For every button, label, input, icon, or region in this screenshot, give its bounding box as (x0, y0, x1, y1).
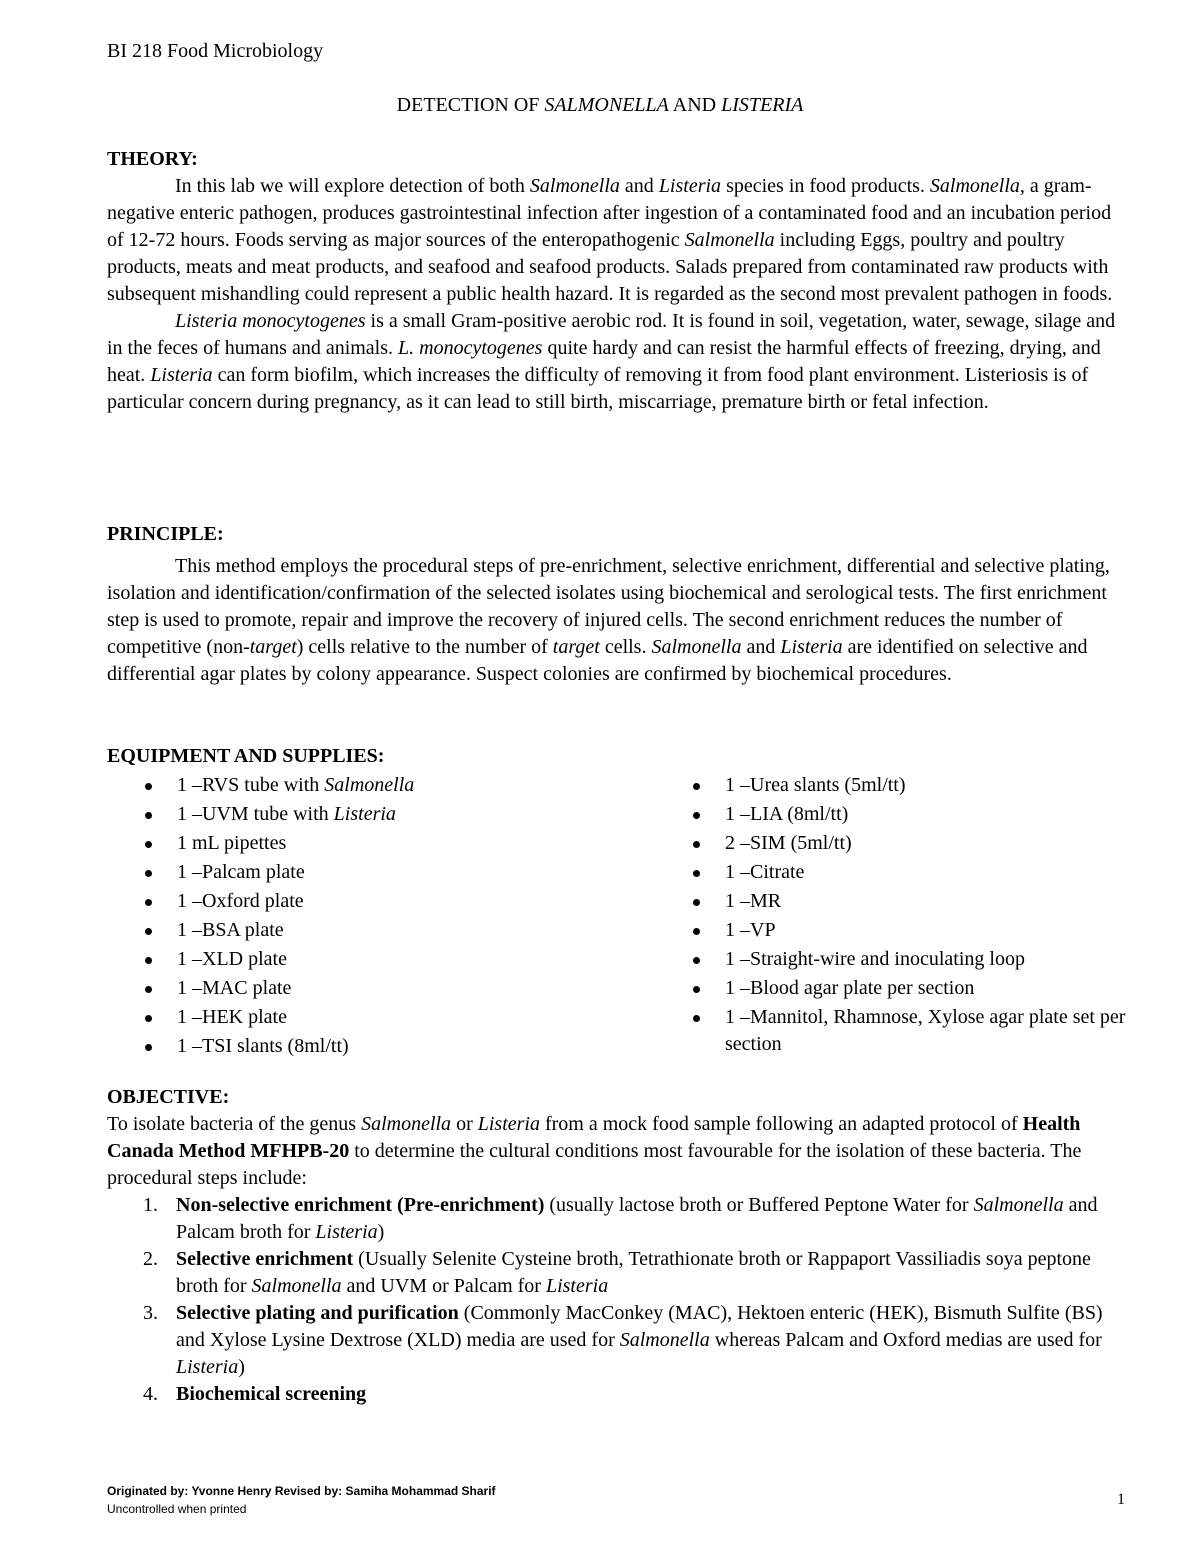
bullet-icon (145, 957, 152, 964)
equipment-heading: EQUIPMENT AND SUPPLIES: (107, 745, 385, 767)
equipment-list-right (655, 772, 1135, 1055)
equipment-item (107, 917, 647, 946)
equipment-item (107, 1033, 647, 1062)
step-organism: Listeria (545, 1275, 609, 1297)
bullet-icon (145, 1015, 152, 1022)
page-number: 1 (1117, 1491, 1125, 1508)
bullet-icon (693, 986, 700, 993)
bullet-icon (693, 841, 700, 848)
bullet-icon (693, 1015, 700, 1022)
equipment-item-text: 1 –TSI slants (8ml/tt) (177, 1035, 349, 1057)
step-text: and UVM or Palcam for (341, 1275, 546, 1297)
equipment-item-text: 1 –Citrate (725, 861, 805, 883)
equipment-item-text: 1 –Palcam plate (177, 861, 305, 883)
step-number: 4. (143, 1383, 158, 1405)
title-organism-1: SALMONELLA (544, 94, 669, 116)
bullet-icon (693, 928, 700, 935)
equipment-item-text: 1 mL pipettes (177, 832, 287, 854)
footer-uncontrolled: Uncontrolled when printed (107, 1502, 247, 1516)
document-title (0, 92, 1200, 119)
equipment-item (107, 772, 647, 801)
step-title: Biochemical screening (176, 1383, 367, 1405)
theory-paragraph-2: Listeria monocytogenes is a small Gram-positive aerobic rod. It is found in soil, vegetation, water, sewage, silage and in the feces of humans and animals. L. monocytogenes quite hardy and can resist the harmful effects of freezing, drying, and heat. Listeria can form biofilm, which increases the difficulty of removing it from food plant environment. Listeriosis is of particular concern during pregnancy, as it can lead to still birth, miscarriage, premature birth or fetal infection. (107, 310, 1116, 413)
equipment-item-text: 1 –RVS tube with (177, 774, 325, 796)
step-number: 2. (143, 1248, 158, 1270)
equipment-item (107, 830, 647, 859)
equipment-item (655, 917, 1135, 946)
bullet-icon (145, 870, 152, 877)
objective-paragraph: To isolate bacteria of the genus Salmonella or Listeria from a mock food sample following an adapted protocol of Health Canada Method MFHPB-20 to determine the cultural conditions most favourable for the isolation of these bacteria. The procedural steps include: (107, 1113, 1082, 1189)
equipment-item (107, 801, 647, 830)
bullet-icon (145, 899, 152, 906)
bullet-icon (693, 783, 700, 790)
equipment-item (655, 801, 1135, 830)
step-text: and Palcam broth for (176, 1194, 1098, 1243)
principle-heading: PRINCIPLE: (107, 523, 224, 545)
equipment-item (107, 888, 647, 917)
step-organism: Salmonella (251, 1275, 342, 1297)
equipment-list-left (107, 772, 647, 1062)
equipment-item (655, 859, 1135, 888)
equipment-item-organism: Salmonella (324, 774, 415, 796)
title-middle: AND (668, 94, 722, 116)
equipment-item (107, 859, 647, 888)
equipment-item (107, 975, 647, 1004)
equipment-item-text: 1 –LIA (8ml/tt) (725, 803, 849, 825)
procedure-step (107, 1246, 1127, 1300)
equipment-item-text: 1 –Urea slants (5ml/tt) (725, 774, 906, 796)
bullet-icon (693, 870, 700, 877)
procedure-step (107, 1300, 1127, 1381)
step-organism: Salmonella (619, 1329, 710, 1351)
bullet-icon (145, 1044, 152, 1051)
step-text: (Commonly MacConkey (MAC), Hektoen enteric (HEK), Bismuth Sulfite (BS) and Xylose Lysine Dextrose (XLD) media are used for (176, 1302, 1103, 1351)
step-organism: Listeria (315, 1221, 378, 1243)
title-organism-2: LISTERIA (721, 94, 804, 116)
procedure-step (107, 1192, 1127, 1246)
equipment-item (655, 888, 1135, 917)
equipment-item (655, 1004, 1135, 1055)
theory-section (107, 173, 1127, 416)
equipment-item-text: 1 –XLD plate (177, 948, 287, 970)
step-organism: Listeria (176, 1356, 239, 1378)
step-title: Selective enrichment (176, 1248, 354, 1270)
principle-section (107, 553, 1127, 688)
bullet-icon (693, 899, 700, 906)
equipment-item (107, 946, 647, 975)
theory-heading: THEORY: (107, 148, 198, 170)
bullet-icon (145, 812, 152, 819)
bullet-icon (145, 841, 152, 848)
equipment-item-text: 1 –Oxford plate (177, 890, 304, 912)
footer-origin: Originated by: Yvonne Henry Revised by: Samiha Mohammad Sharif (107, 1484, 496, 1498)
step-number: 3. (143, 1302, 158, 1324)
step-text: (usually lactose broth or Buffered Peptone Water for (544, 1194, 974, 1216)
theory-paragraph-1: In this lab we will explore detection of both Salmonella and Listeria species in food products. Salmonella, a gram-negative enteric pathogen, produces gastrointestinal infection after ingestion of a contaminated food and an incubation period of 12-72 hours. Foods serving as major sources of the enteropathogenic Salmonella including Eggs, poultry and poultry products, meats and meat products, and seafood and seafood products. Salads prepared from contaminated raw products with subsequent mishandling could represent a public health hazard. It is regarded as the second most prevalent pathogen in foods. (107, 175, 1113, 305)
equipment-item-text: 1 –MR (725, 890, 782, 912)
equipment-item-text: 1 –Blood agar plate per section (725, 977, 975, 999)
step-text: ) (377, 1221, 385, 1243)
equipment-item-text: 1 –VP (725, 919, 776, 941)
equipment-item-text: 1 –Straight-wire and inoculating loop (725, 948, 1025, 970)
equipment-item-organism: Listeria (333, 803, 396, 825)
step-title: Non-selective enrichment (Pre-enrichment) (176, 1194, 545, 1216)
course-header: BI 218 Food Microbiology (107, 40, 324, 62)
equipment-item (655, 946, 1135, 975)
equipment-item-text: 1 –UVM tube with (177, 803, 334, 825)
bullet-icon (145, 986, 152, 993)
procedure-step (107, 1381, 1127, 1408)
step-text: (Usually Selenite Cysteine broth, Tetrathionate broth or Rappaport Vassiliadis soya peptone broth for (176, 1248, 1091, 1297)
equipment-item (655, 830, 1135, 859)
bullet-icon (693, 812, 700, 819)
objective-section (107, 1111, 1127, 1408)
step-title: Selective plating and purification (176, 1302, 459, 1324)
equipment-item (655, 975, 1135, 1004)
step-organism: Salmonella (973, 1194, 1064, 1216)
equipment-item (655, 772, 1135, 801)
equipment-item-text: 2 –SIM (5ml/tt) (725, 832, 852, 854)
equipment-item-text: 1 –MAC plate (177, 977, 292, 999)
step-text: ) (238, 1356, 245, 1378)
equipment-item-text: 1 –BSA plate (177, 919, 284, 941)
step-text: whereas Palcam and Oxford medias are used for (709, 1329, 1102, 1351)
title-prefix: DETECTION OF (396, 94, 545, 116)
equipment-item-text: 1 –Mannitol, Rhamnose, Xylose agar plate set per section (725, 1006, 1126, 1055)
principle-paragraph: This method employs the procedural steps of pre-enrichment, selective enrichment, differential and selective plating, isolation and identification/confirmation of the selected isolates using biochemical and serological tests. The first enrichment step is used to promote, repair and improve the recovery of injured cells. The second enrichment reduces the number of competitive (non-target) cells relative to the number of target cells. Salmonella and Listeria are identified on selective and differential agar plates by colony appearance. Suspect colonies are confirmed by biochemical procedures. (107, 555, 1110, 685)
bullet-icon (145, 928, 152, 935)
equipment-item (107, 1004, 647, 1033)
bullet-icon (145, 783, 152, 790)
equipment-item-text: 1 –HEK plate (177, 1006, 287, 1028)
footer (107, 1482, 496, 1518)
bullet-icon (693, 957, 700, 964)
objective-heading: OBJECTIVE: (107, 1086, 230, 1108)
step-number: 1. (143, 1194, 158, 1216)
